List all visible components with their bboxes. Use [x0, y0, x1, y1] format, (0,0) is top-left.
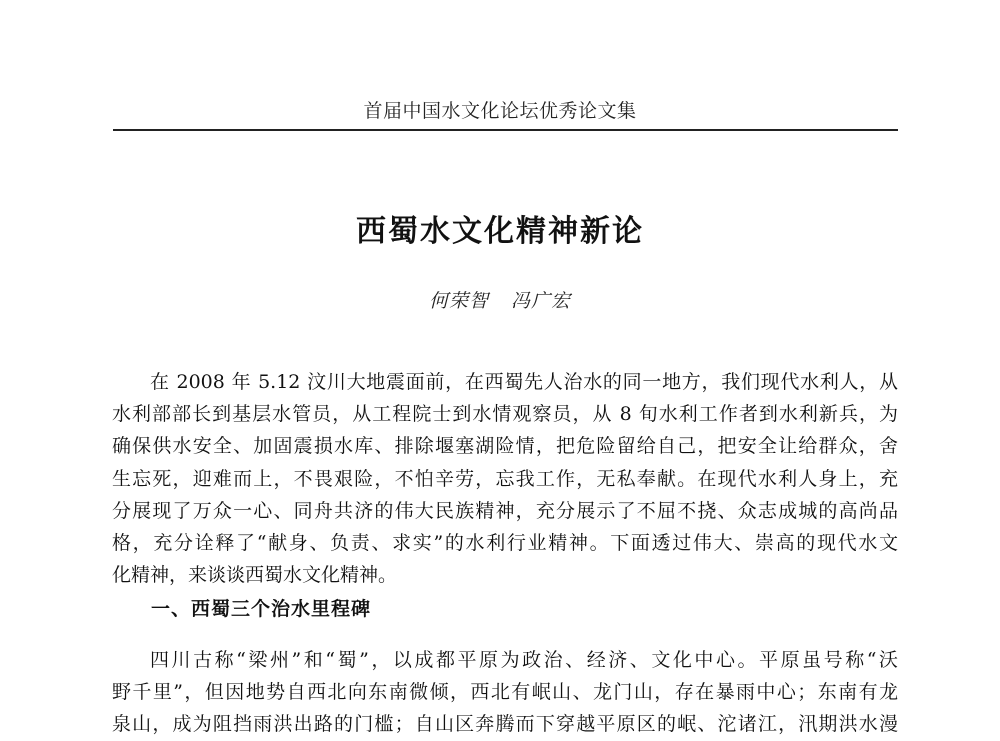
author-line [0, 286, 1000, 313]
text-line: 分展现了万众一心、同舟共济的伟大民族精神，充分展示了不屈不挠、众志成城的高尚品 [112, 499, 898, 522]
text-line: 格，充分诠释了“献身、负责、求实”的水利行业精神。下面透过伟大、崇高的现代水文 [112, 532, 898, 555]
section-paragraph [112, 644, 898, 741]
author-name: 冯广宏 [511, 290, 572, 312]
intro-paragraph [112, 366, 898, 591]
text-line: 在 2008 年 5.12 汶川大地震面前，在西蜀先人治水的同一地方，我们现代水利人，从 [150, 371, 898, 393]
text-line: 四川古称“梁州”和“蜀”，以成都平原为政治、经济、文化中心。平原虽号称“沃 [150, 649, 898, 671]
running-header: 首届中国水文化论坛优秀论文集 [363, 100, 637, 122]
text-line: 泉山，成为阻挡雨洪出路的门槛；自山区奔腾而下穿越平原区的岷、沱诸江，汛期洪水漫 [112, 713, 898, 736]
text-line: 生忘死，迎难而上，不畏艰险，不怕辛劳，忘我工作，无私奉献。在现代水利人身上，充 [112, 467, 898, 490]
author-name: 何荣智 [428, 290, 489, 312]
section-heading: 一、西蜀三个治水里程碑 [151, 598, 372, 620]
article-title: 西蜀水文化精神新论 [356, 214, 644, 249]
text-line: 水利部部长到基层水管员，从工程院士到水情观察员，从 8 旬水利工作者到水利新兵，为 [112, 403, 898, 426]
text-line: 化精神，来谈谈西蜀水文化精神。 [112, 564, 398, 587]
header-rule [113, 129, 898, 131]
text-line: 野千里”，但因地势自西北向东南微倾，西北有岷山、龙门山，存在暴雨中心；东南有龙 [112, 681, 898, 704]
text-line: 确保供水安全、加固震损水库、排除堰塞湖险情，把危险留给自己，把安全让给群众，舍 [112, 435, 898, 458]
